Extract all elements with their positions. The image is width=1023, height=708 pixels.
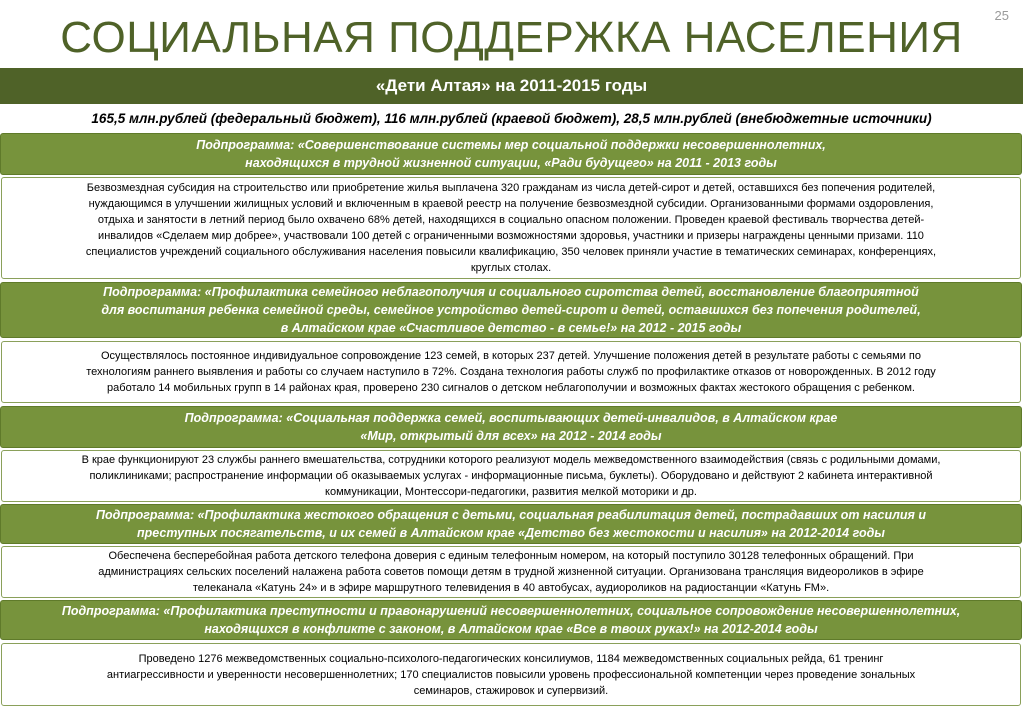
description-line: телеканала «Катунь 24» и в эфире маршрутного телевидения в 40 автобусах, аудиороликов на радиостанции «Катунь FM».: [192, 582, 830, 594]
description-line: Проведено 1276 межведомственных социально-психолого-педагогических консилиумов, 1184 межведомственных социальных рейда, 61 тренинг: [138, 652, 884, 665]
description-line: работало 14 мобильных групп в 14 районах края, проверено 230 сигналов о детском неблагополучии и возможных фактах жестокого обращения с ребенком.: [107, 382, 915, 394]
description-line: В крае функционируют 23 службы раннего вмешательства, сотрудники которого реализуют модель межведомственного взаимодействия (связь с родильными домами,: [81, 454, 941, 466]
subprogram-description: [1, 177, 1021, 279]
description-line: Осуществлялось постоянное индивидуальное сопровождение 123 семей, в которых 237 детей. Улучшение положения детей в результате работы с семьями по: [101, 350, 921, 362]
subprogram-header: [0, 600, 1022, 640]
page-title: СОЦИАЛЬНАЯ ПОДДЕРЖКА НАСЕЛЕНИЯ: [60, 13, 963, 62]
description-line: Обеспечена бесперебойная работа детского телефона доверия с единым телефонным номером, на который поступило 30128 телефонных обращений. При: [108, 550, 914, 562]
subprogram-header-line: «Мир, открытый для всех» на 2012 - 2014 годы: [360, 429, 662, 443]
subprogram-header: [0, 282, 1022, 338]
description-line: нуждающимся в улучшении жилищных условий и включенным в краевой реестр на получение безвозмездной субсидии. Организованными формами оздоровления,: [88, 198, 934, 210]
description-line: администрациях сельских поселений налажена работа советов помощи детям в трудной жизненной ситуации. Организована трансляция видеороликов в эфире: [98, 566, 924, 578]
description-line: круглых столах.: [470, 262, 552, 274]
program-banner: «Дети Алтая» на 2011-2015 годы: [0, 68, 1023, 104]
description-line: специалистов учреждений социального обслуживания населения повысили квалификацию, 350 человек приняли участие в тематических семинарах, конференциях,: [85, 246, 937, 258]
subprogram-header: [0, 504, 1022, 544]
description-line: технологиям раннего выявления и работы со случаем наступило в 72%. Создана технология работы служб по профилактике отказов от новорожденных. В 2012 году: [86, 366, 936, 378]
subprogram-header-line: Подпрограмма: «Совершенствование системы мер социальной поддержки несовершеннолетних,: [196, 138, 826, 152]
subprogram-header-line: Подпрограмма: «Профилактика жестокого обращения с детьми, социальная реабилитация детей, пострадавших от насилия и: [95, 508, 926, 522]
description-line: Безвозмездная субсидия на строительство или приобретение жилья выплачена 320 гражданам из числа детей-сирот и детей, оставшихся без попечения родителей,: [86, 182, 936, 194]
subprogram-description: [1, 341, 1021, 403]
subprogram-description: [1, 450, 1021, 502]
description-line: антиагрессивности и уверенности несовершеннолетних; 170 специалистов повысили уровень профессиональной компетенции через проведение зональных: [106, 668, 916, 681]
subprogram-header: [0, 406, 1022, 448]
subprogram-header-line: для воспитания ребенка семейной среды, семейное устройство детей-сирот и детей, оставшихся без попечения родителей,: [101, 303, 921, 317]
description-line: семинаров, стажировок и супервизий.: [413, 684, 609, 697]
subprogram-header-line: преступных посягательств, и их семей в Алтайском крае «Детство без жестокости и насилия» на 2012-2014 годы: [137, 526, 885, 540]
funding-summary: 165,5 млн.рублей (федеральный бюджет), 116 млн.рублей (краевой бюджет), 28,5 млн.рублей (внебюджетные источники): [91, 111, 932, 126]
subprogram-header-line: Подпрограмма: «Профилактика семейного неблагополучия и социального сиротства детей, восстановление благоприятной: [103, 285, 919, 299]
subprogram-description: [1, 643, 1021, 706]
page-number: 25: [994, 8, 1009, 23]
subprogram-header-line: находящихся в конфликте с законом, в Алтайском крае «Все в твоих руках!» на 2012-2014 годы: [204, 622, 818, 636]
subprogram-description: [1, 546, 1021, 598]
description-line: отдыха и занятости в летний период было охвачено 68% детей, находящихся в социально опасном положении. Проведен краевой фестиваль творчества детей-: [97, 214, 925, 226]
subprogram-header-line: в Алтайском крае «Счастливое детство - в семье!» на 2012 - 2015 годы: [280, 321, 742, 335]
subprogram-header-line: Подпрограмма: «Социальная поддержка семей, воспитывающих детей-инвалидов, в Алтайском крае: [184, 411, 838, 425]
description-line: поликлиниками; распространение информации об оказываемых услугах - информационные письма, буклеты). Оборудовано и действуют 2 кабинета интерактивной: [89, 470, 933, 482]
description-line: инвалидов «Сделаем мир добрее», участвовали 100 детей с ограниченными возможностями здоровья, участники и призеры награждены ценными призами. 110: [98, 230, 924, 242]
subprogram-header: [0, 133, 1022, 175]
subprogram-header-line: Подпрограмма: «Профилактика преступности и правонарушений несовершеннолетних, социальное сопровождение несовершеннолетних,: [61, 604, 961, 618]
subprogram-header-line: находящихся в трудной жизненной ситуации, «Ради будущего» на 2011 - 2013 годы: [245, 156, 777, 170]
description-line: коммуникации, Монтессори-педагогики, развития мелкой моторики и др.: [325, 486, 697, 498]
